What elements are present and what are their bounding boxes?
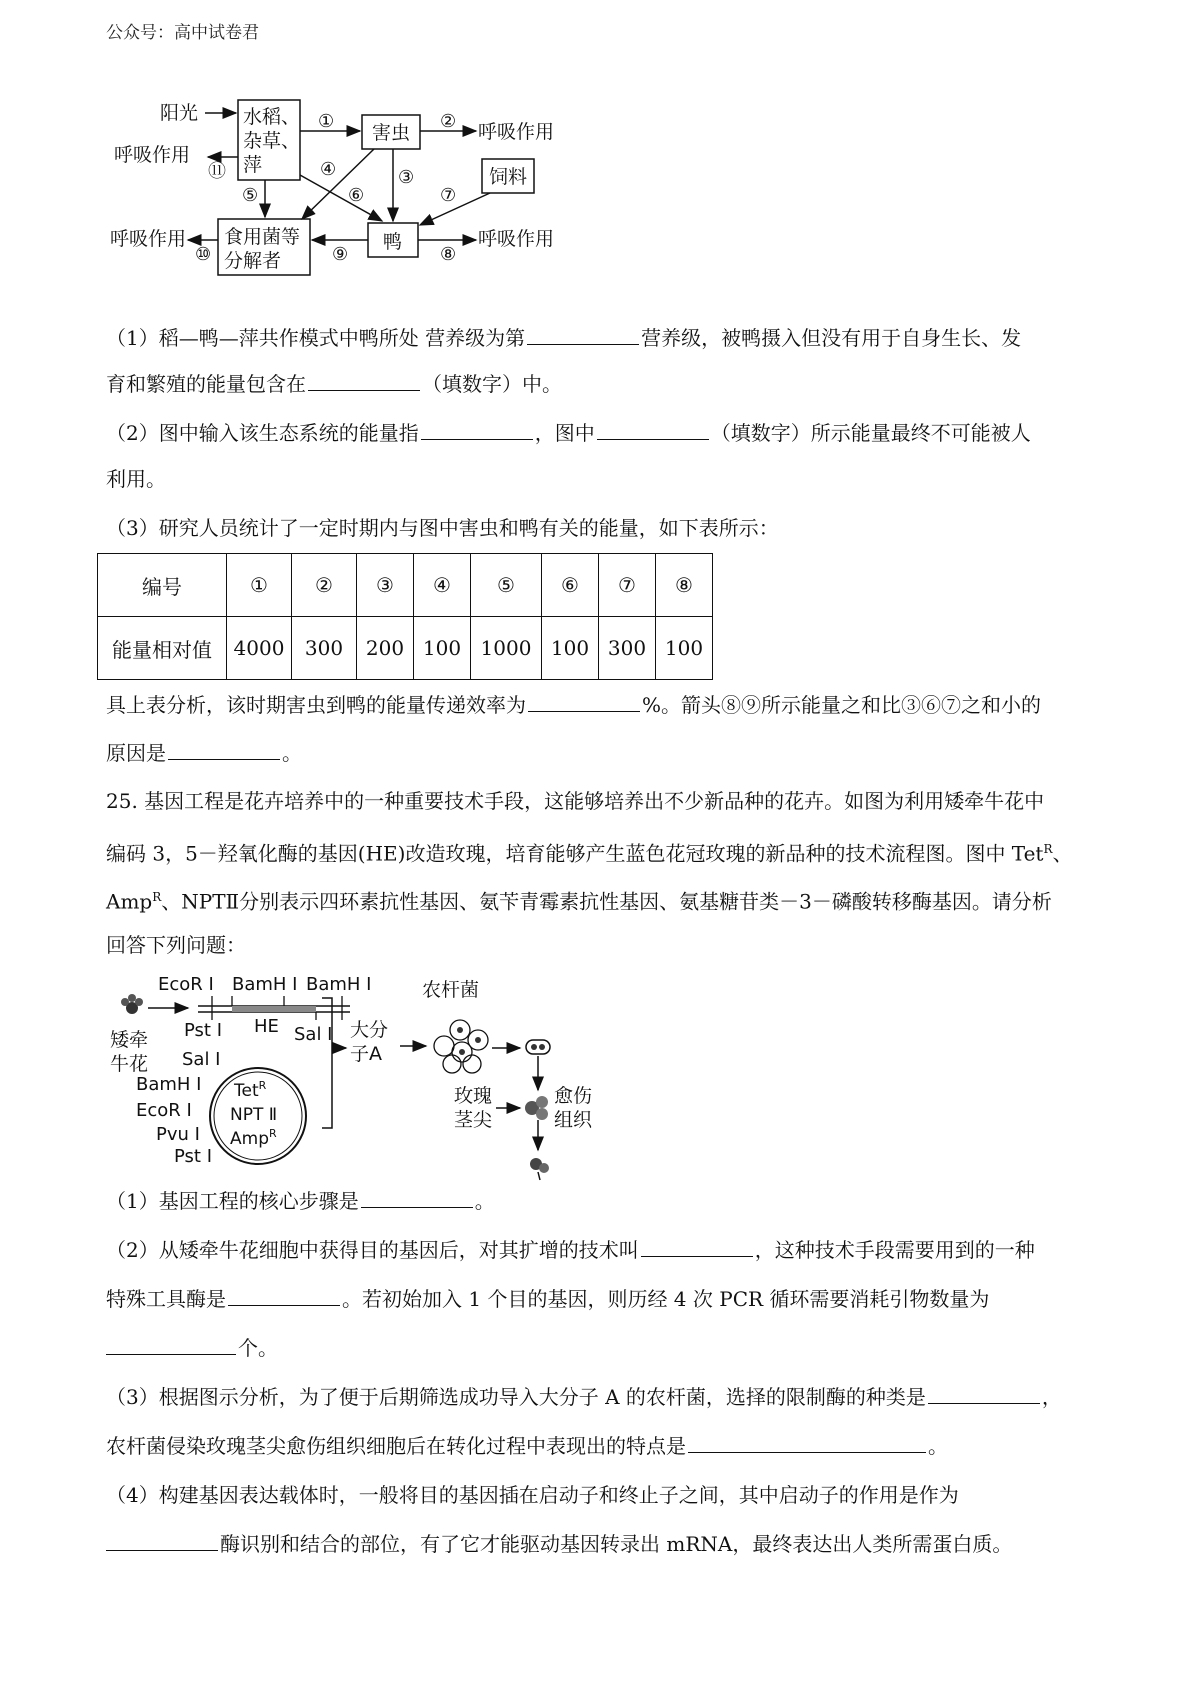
agrobacterium-cluster-icon [434,1020,488,1073]
answer-blank[interactable] [106,1526,218,1551]
npt-label: NPT Ⅱ [230,1105,278,1125]
producer-label-3: 萍 [243,154,263,176]
answer-blank[interactable] [308,366,420,391]
petunia-label-1: 矮牵 [110,1029,149,1051]
answer-blank[interactable] [641,1232,753,1257]
table-cell: ① [227,554,292,617]
ecori-label: EcoR Ⅰ [158,974,214,995]
callus-label-2: 组织 [554,1109,593,1131]
q25-part3-line1: （3）根据图示分析，为了便于后期筛选成功导入大分子 A 的农杆菌，选择的限制酶的种类是 ， [106,1374,1102,1420]
q25-part3-line2: 农杆菌侵染玫瑰茎尖愈伤组织细胞后在转化过程中表现出的特点是 。 [106,1423,1102,1469]
energy-table [97,553,713,680]
arrow-label-4: ④ [320,159,337,180]
amp-label: Amp$^R$ [230,1127,277,1149]
table-cell: ⑤ [471,554,542,617]
petunia-flower-icon [121,994,143,1014]
producer-label-1: 水稻、 [243,106,301,128]
answer-blank[interactable] [928,1379,1040,1404]
table-cell: 300 [292,617,357,680]
plasmid-bamh-label: BamH Ⅰ [136,1074,202,1095]
callus-icon [525,1096,548,1120]
sunlight-label: 阳光 [160,102,199,124]
q24-part3-intro: （3）研究人员统计了一定时期内与图中害虫和鸭有关的能量，如下表所示： [106,516,779,540]
decomposer-label-2: 分解者 [224,250,282,272]
q25-part2-line3: 个。 [106,1325,1102,1371]
q24-part3-line1: 具上表分析，该时期害虫到鸭的能量传递效率为 %。箭头⑧⑨所示能量之和比③⑥⑦之和小的 [106,682,1102,728]
gene-engineering-diagram [110,968,670,1183]
arrow-label-10: ⑩ [195,244,212,265]
respiration-label-decomposer: 呼吸作用 [110,228,187,250]
arrow-label-7: ⑦ [440,185,457,206]
arrow-label-5: ⑤ [242,185,259,206]
he-gene-segment [232,1006,316,1012]
table-cell: ④ [414,554,471,617]
table-cell: 200 [357,617,414,680]
arrow-label-11: ⑪ [208,161,226,182]
answer-blank[interactable] [528,687,640,712]
respiration-label-duck: 呼吸作用 [478,228,555,250]
answer-blank[interactable] [106,1330,236,1355]
answer-blank[interactable] [421,415,533,440]
arrow-label-3: ③ [398,167,415,188]
duck-label: 鸭 [383,231,403,253]
answer-blank[interactable] [597,415,709,440]
plasmid-sal-label: Sal Ⅰ [182,1049,221,1070]
single-bacterium-icon [526,1040,550,1054]
table-cell: 100 [414,617,471,680]
q25-intro-line4: 回答下列问题： [106,933,246,957]
table-cell: 能量相对值 [98,617,227,680]
tet-label: Tet$^R$ [234,1079,267,1101]
answer-blank[interactable] [168,735,280,760]
callus-label-1: 愈伤 [554,1085,593,1107]
table-cell: 1000 [471,617,542,680]
table-cell: 300 [599,617,656,680]
answer-blank[interactable] [527,320,639,345]
answer-blank[interactable] [361,1183,473,1208]
table-cell: ③ [357,554,414,617]
sal-label: Sal Ⅰ [294,1024,333,1045]
rose-tip-label-1: 玫瑰 [454,1085,493,1107]
q25-part2-line1: （2）从矮牵牛花细胞中获得目的基因后，对其扩增的技术叫 ，这种技术手段需要用到的一种 [106,1227,1102,1273]
respiration-label-pest: 呼吸作用 [478,121,555,143]
plasmid-pvu-label: Pvu Ⅰ [156,1124,200,1145]
table-cell: 4000 [227,617,292,680]
q24-part2-line2: 利用。 [106,467,166,491]
answer-blank[interactable] [688,1428,926,1453]
q24-part3-line2: 原因是 。 [106,730,1102,776]
plasmid-pst-label: Pst Ⅰ [174,1146,213,1167]
arrow-label-9: ⑨ [332,244,349,265]
q25-intro-line2: 编码 3，5－羟氧化酶的基因(HE)改造玫瑰，培育能够产生蓝色花冠玫瑰的新品种的技术流程图。图中 Tet$^R$、 [106,841,1073,866]
table-cell: 编号 [98,554,227,617]
arrow-label-1: ① [318,111,335,132]
rose-plant-icon [530,1158,549,1180]
arrow-label-2: ② [440,111,457,132]
q24-part2-line1: （2）图中输入该生态系统的能量指 ，图中 （填数字）所示能量最终不可能被人 [106,410,1102,456]
table-cell: 100 [542,617,599,680]
answer-blank[interactable] [228,1281,340,1306]
table-row [98,554,713,617]
table-cell: 100 [656,617,713,680]
q24-part1-line1: （1）稻—鸭—萍共作模式中鸭所处 营养级为第 营养级，被鸭摄入但没有用于自身生长、发 [106,315,1102,361]
source-header: 公众号：高中试卷君 [106,23,259,43]
pest-label: 害虫 [372,122,411,144]
table-cell: ⑥ [542,554,599,617]
q25-part4-line1: （4）构建基因表达载体时，一般将目的基因插在启动子和终止子之间，其中启动子的作用是作为 [106,1483,959,1507]
table-cell: ⑧ [656,554,713,617]
decomposer-label-1: 食用菌等 [224,226,301,248]
bamh1-label: BamH Ⅰ [232,974,298,995]
q25-intro-line1: 25. 基因工程是花卉培养中的一种重要技术手段，这能够培养出不少新品种的花卉。如图为利用矮牵牛花中 [106,789,1045,813]
q25-part1: （1）基因工程的核心步骤是 。 [106,1178,1102,1224]
table-row [98,617,713,680]
pst-label: Pst Ⅰ [184,1020,223,1041]
table-cell: ② [292,554,357,617]
q24-part1-line2: 育和繁殖的能量包含在 （填数字）中。 [106,361,1102,407]
feed-label: 饲料 [489,166,528,188]
arrow-label-6: ⑥ [348,185,365,206]
rose-tip-label-2: 茎尖 [454,1109,493,1131]
he-label: HE [254,1016,279,1037]
macromolecule-a-label-1: 大分 [350,1019,389,1041]
petunia-label-2: 牛花 [110,1053,149,1075]
q25-part2-line2: 特殊工具酶是 。若初始加入 1 个目的基因，则历经 4 次 PCR 循环需要消耗引物数量为 [106,1276,1102,1322]
arrow-label-8: ⑧ [440,244,457,265]
bamh2-label: BamH Ⅰ [306,974,372,995]
q25-intro-line3: Amp$^R$、NPTⅡ分别表示四环素抗性基因、氨苄青霉素抗性基因、氨基糖苷类－3－磷酸转移酶基因。请分析 [106,889,1052,914]
respiration-label-producer: 呼吸作用 [114,144,191,166]
agrobacterium-label: 农杆菌 [422,979,480,1001]
plasmid-ecori-label: EcoR Ⅰ [136,1100,192,1121]
producer-label-2: 杂草、 [243,130,301,152]
food-web-diagram [110,95,630,310]
q25-part4-line2: 酶识别和结合的部位，有了它才能驱动基因转录出 mRNA，最终表达出人类所需蛋白质。 [106,1521,1102,1567]
table-cell: ⑦ [599,554,656,617]
macromolecule-a-label-2: 子A [350,1043,382,1065]
